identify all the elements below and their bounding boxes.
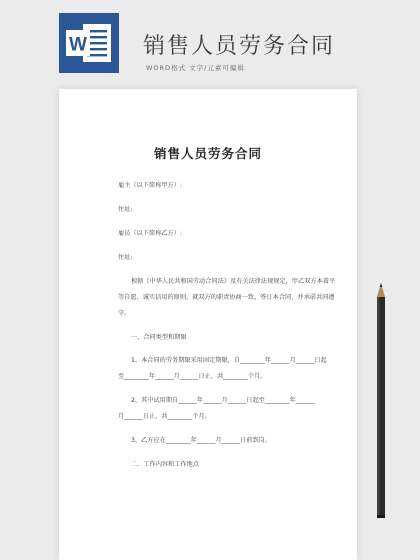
- document-title: 销售人员劳务合同: [153, 146, 262, 161]
- employee-address-line: 住址:: [118, 254, 133, 261]
- clause-1-line-1: 1、本合同的劳务期限采用固定期限，自________年______月______日起: [131, 357, 327, 364]
- employer-line: 雇主（以下简称甲方）:: [118, 182, 182, 189]
- employee-line: 雇员（以下简称乙方）:: [118, 230, 182, 237]
- header-banner: [0, 0, 420, 86]
- word-doc-icon: [59, 13, 119, 73]
- preamble-line-1: 根据《中华人民共和国劳动合同法》及有关法律法规规定，甲乙双方本着平: [131, 278, 336, 285]
- document-page: [59, 89, 357, 560]
- header-subtitle: WORD格式 文字/元素可编辑: [146, 64, 245, 72]
- clause-3-line: 3、乙方应在________年______月______日前到岗。: [131, 437, 272, 444]
- section-heading-1: 一、合同类型和期限: [131, 334, 187, 341]
- clause-2-line-2: 月______日止，共________个月。: [118, 413, 211, 420]
- section-heading-2: 二、工作内容和工作地点: [131, 461, 200, 468]
- clause-2-line-1: 2、其中试用期自______年______月______日起至________年______: [131, 397, 315, 404]
- clause-1-line-2: 至________年______月______日止，共________个月。: [118, 373, 267, 380]
- svg-text:W: W: [69, 34, 87, 56]
- preamble-line-3: 守。: [118, 310, 131, 317]
- preamble-line-2: 等自愿、诚实信用的原则，就双方的职责协商一致，签订本合同，并承诺共同遵: [118, 294, 335, 301]
- employer-address-line: 住址:: [118, 206, 133, 213]
- header-title: 销售人员劳务合同: [143, 34, 336, 59]
- pencil-icon: [371, 283, 393, 523]
